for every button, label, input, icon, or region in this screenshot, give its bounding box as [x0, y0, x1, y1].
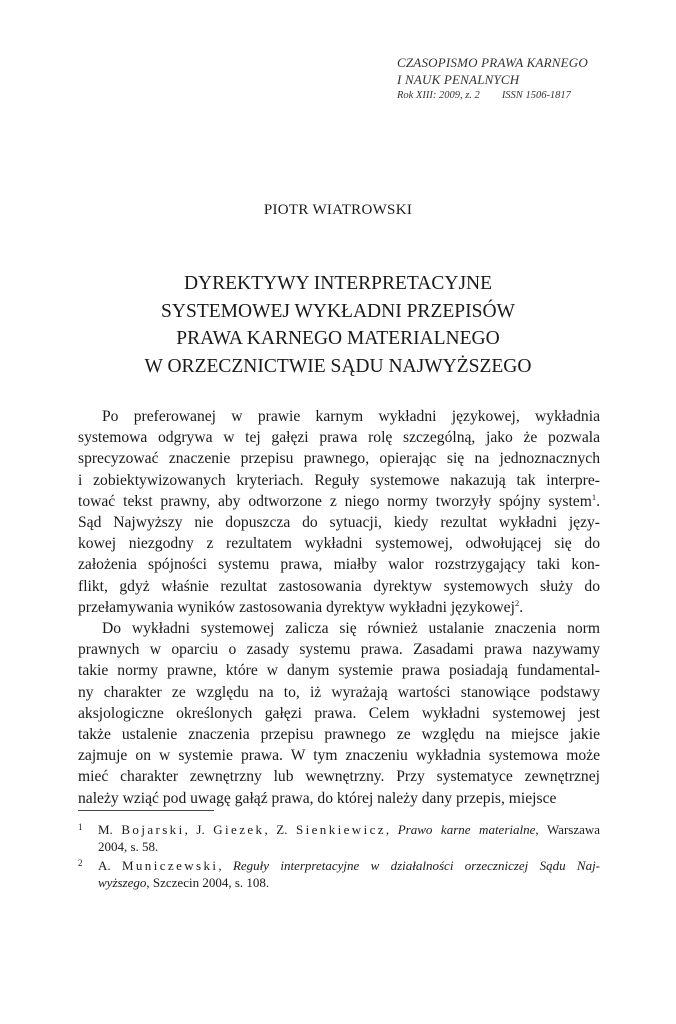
- article-title: [60, 270, 616, 380]
- text-line: mieć charakter zewnętrzny lub wewnętrzny. Przy systematyce zewnętrznej: [78, 768, 600, 786]
- text-line: i zobiektywizowanych kryteriach. Reguły systemowe nakazują tak interpre-: [78, 471, 600, 489]
- text-line: także ustalenie znaczenia przepisu prawnego ze względu na miejsce jakie: [78, 726, 600, 744]
- text-line: Do wykładni systemowej zalicza się również ustalanie znaczenia norm: [102, 620, 600, 638]
- footnote-number: 2: [78, 858, 83, 868]
- footnote-1: [78, 821, 600, 855]
- text-line: systemowa odgrywa w tej gałęzi prawa rolę szczególną, jako że pozwala: [78, 429, 600, 447]
- title-line: SYSTEMOWEJ WYKŁADNI PRZEPISÓW: [161, 300, 515, 322]
- author-name: PIOTR WIATROWSKI: [263, 202, 413, 218]
- journal-issn: ISSN 1506-1817: [501, 90, 571, 101]
- footnote-author: Giezek: [213, 822, 265, 837]
- journal-name-line-2: I NAUK PENALNYCH: [397, 72, 520, 87]
- journal-name-line-1: CZASOPISMO PRAWA KARNEGO: [397, 55, 588, 70]
- title-line: DYREKTYWY INTERPRETACYJNE: [183, 273, 493, 294]
- journal-meta: [397, 89, 637, 103]
- text-line: Po preferowanej w prawie karnym wykładni językowej, wykładnia: [102, 408, 600, 425]
- text-line: należy wziąć pod uwagę gałąź prawa, do której należy dany przepis, miejsce: [78, 789, 557, 807]
- journal-header: [397, 54, 637, 103]
- footnote-line: [98, 857, 600, 874]
- paragraph-1: [78, 406, 600, 618]
- footnote-work-title: wyższego: [98, 875, 147, 890]
- text-line: flikt, gdyż właśnie rezultat zastosowania dyrektyw systemowych służy do: [78, 577, 600, 595]
- footnote-author-initial: M.: [98, 822, 122, 837]
- punctuation: .: [519, 598, 524, 616]
- footnote-publication: , Warszawa: [535, 822, 601, 837]
- footnote-reference[interactable]: 1: [591, 491, 597, 502]
- text-line: kowej niezgodny z rezultatem wykładni systemowej, odwołującej się do: [78, 535, 600, 553]
- footnote-line: [98, 821, 600, 838]
- text-line: takie normy prawne, które w danym systemie prawa posiadają fundamental-: [78, 662, 600, 680]
- footnote-author-initial: , J.: [184, 822, 214, 837]
- article-body: [78, 406, 600, 809]
- footnote-number: 1: [78, 822, 83, 832]
- footnote-2: [78, 857, 600, 891]
- footnote-author: Municzewski: [121, 858, 219, 873]
- footnote-work-title: Reguły interpretacyjne w działalności orzeczniczej Sądu Naj-: [232, 858, 601, 873]
- title-line: PRAWA KARNEGO MATERIALNEGO: [176, 328, 500, 349]
- punctuation: .: [596, 492, 600, 510]
- footnote-separator: [78, 810, 214, 811]
- title-line: W ORZECZNICTWIE SĄDU NAJWYŻSZEGO: [144, 355, 532, 377]
- footnote-publication: , Szczecin 2004, s. 108.: [146, 875, 270, 890]
- footnote-reference[interactable]: 2: [514, 597, 520, 608]
- footnote-line: 2004, s. 58.: [98, 839, 159, 854]
- footnote-author-initial: ,: [385, 822, 398, 837]
- journal-volume: Rok XIII: 2009, z. 2: [397, 90, 480, 101]
- text-line: przełamywania wyników zastosowania dyrektyw wykładni językowej$^2$.: [78, 597, 524, 616]
- text-line: ny charakter ze względu na to, iż wyrażają wartości stanowiące podstawy: [78, 683, 600, 701]
- text-line: tować tekst prawny, aby odtworzone z niego normy tworzyły spójny system$^1$.: [78, 491, 600, 510]
- text-line: założenia spójności systemu prawa, miałby walor rozstrzygający taki kon-: [78, 556, 600, 574]
- footnote-author-initial: , Z.: [264, 822, 296, 837]
- footnotes: [78, 821, 600, 893]
- text-line: aksjologiczne określonych gałęzi prawa. Celem wykładni systemowej jest: [78, 704, 600, 722]
- text-line: zajmuje on w systemie prawa. W tym znaczeniu wykładnia systemowa może: [78, 747, 600, 765]
- footnote-work-title: Prawo karne materialne: [397, 822, 536, 837]
- footnote-separator-text: ,: [218, 858, 233, 873]
- text-line: sprecyzować znaczenie przepisu prawnego, opierając się na jednoznacznych: [78, 450, 600, 468]
- footnote-author-initial: A.: [98, 858, 122, 873]
- footnote-line: [98, 874, 600, 891]
- footnote-author: Sienkiewicz: [295, 822, 386, 837]
- footnote-author: Bojarski: [121, 822, 185, 837]
- text-line: prawnych w oparciu o zasady systemu prawa. Zasadami prawa nazywamy: [78, 641, 600, 659]
- paragraph-2: [78, 618, 600, 809]
- text-line: Sąd Najwyższy nie dopuszcza do sytuacji, kiedy rezultat wykładni języ-: [78, 514, 600, 532]
